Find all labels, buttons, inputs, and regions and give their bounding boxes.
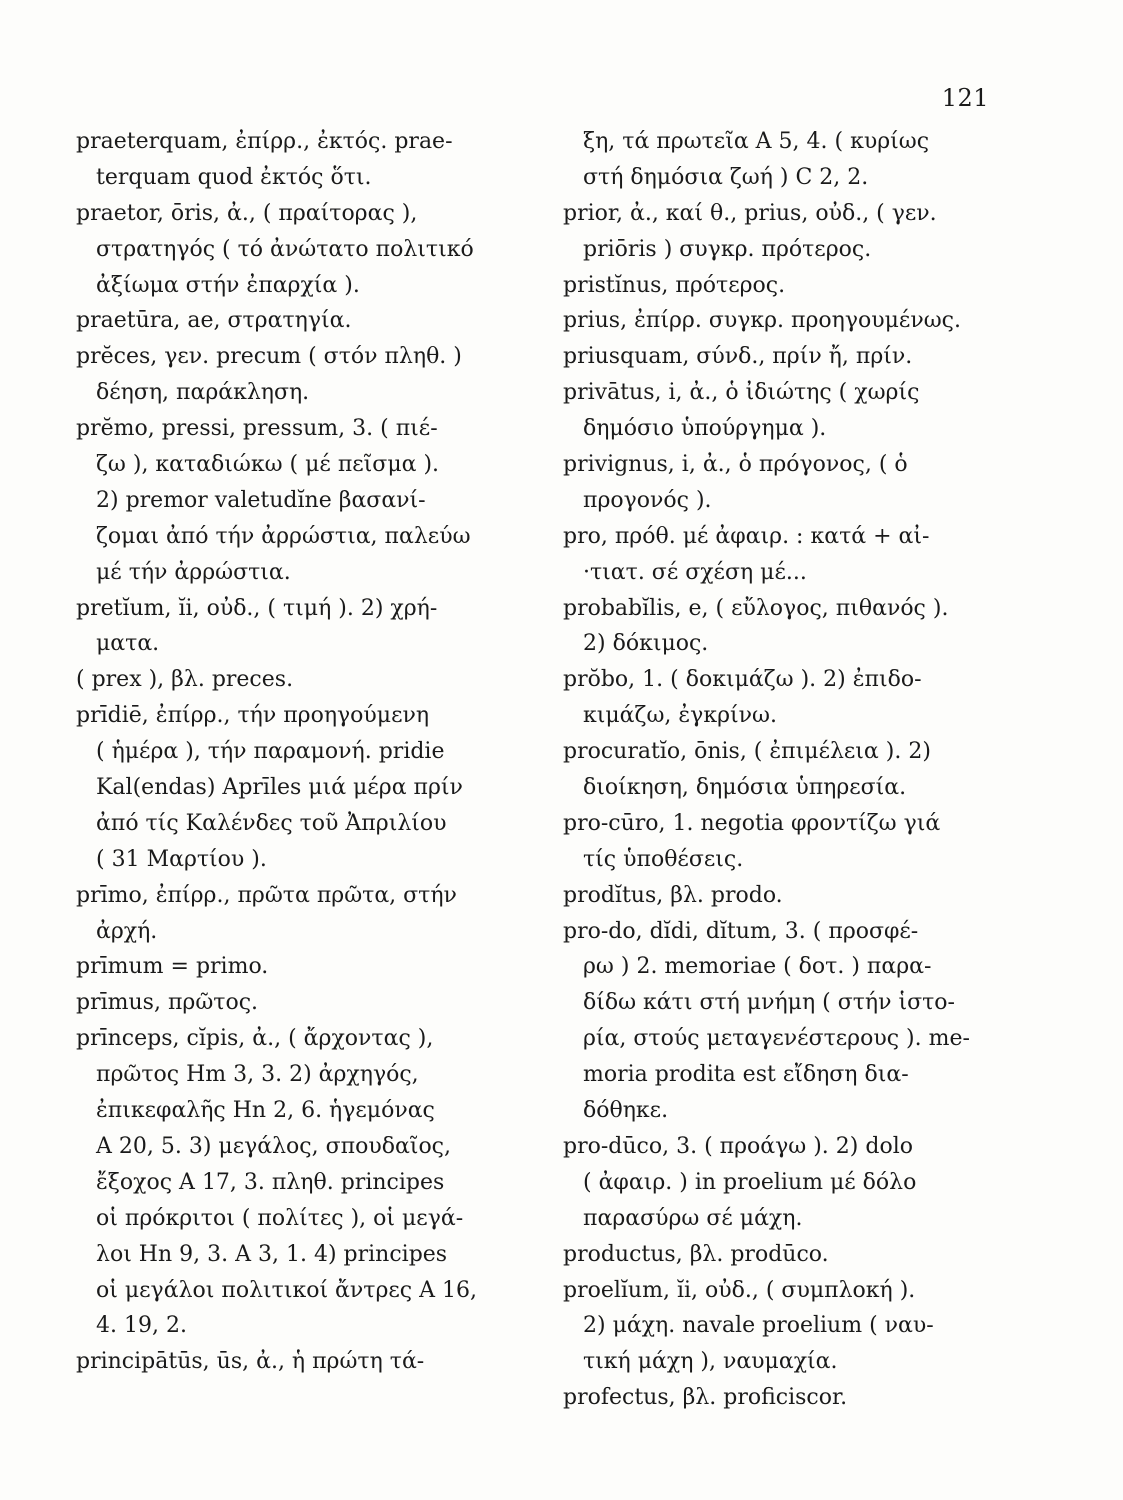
- entry-continuation-line: τίς ὑποθέσεις.: [583, 846, 744, 872]
- entry-continuation-line: ματα.: [96, 631, 160, 657]
- entry-headword-line: pro-dūco, 3. ( προάγω ). 2) dolo: [563, 1133, 913, 1159]
- entry-headword-line: probabĭlis, e, ( εὔλογος, πιθανός ).: [563, 595, 949, 621]
- entry-headword-line: privignus, i, ἀ., ὁ πρόγονος, ( ὁ: [563, 452, 908, 478]
- left-column: [76, 124, 544, 1380]
- entry-headword-line: pro-cūro, 1. negotia φροντίζω γιά: [563, 810, 941, 836]
- entry-continuation-line: δέηση, παράκληση.: [96, 380, 310, 406]
- entry-headword-line: praetūra, ae, στρατηγία.: [76, 308, 352, 334]
- entry-continuation-line: οἱ μεγάλοι πολιτικοί ἄντρες A 16,: [96, 1277, 477, 1303]
- entry-headword-line: productus, βλ. prodūco.: [563, 1241, 829, 1267]
- entry-continuation-line: ρω ) 2. memoriae ( δοτ. ) παρα-: [583, 954, 932, 980]
- entry-continuation-line: ρία, στούς μεταγενέστερους ). me-: [583, 1026, 970, 1052]
- entry-continuation-line: κιμάζω, ἐγκρίνω.: [583, 703, 777, 729]
- entry-headword-line: principātūs, ūs, ἀ., ἡ πρώτη τά-: [76, 1349, 425, 1375]
- entry-headword-line: prior, ἀ., καί θ., prius, οὐδ., ( γεν.: [563, 200, 937, 226]
- entry-headword-line: privātus, i, ἀ., ὁ ἰδιώτης ( χωρίς: [563, 380, 920, 406]
- entry-headword-line: pro, πρόθ. μέ ἀφαιρ. : κατά + αἰ-: [563, 523, 930, 549]
- entry-continuation-line: terquam quod ἐκτός ὅτι.: [96, 164, 372, 190]
- right-column: [563, 124, 1023, 1416]
- entry-headword-line: pro-do, dĭdi, dĭtum, 3. ( προσφέ-: [563, 918, 919, 944]
- entry-headword-line: proelĭum, ĭi, οὐδ., ( συμπλοκή ).: [563, 1277, 916, 1303]
- entry-continuation-line: λοι Hn 9, 3. A 3, 1. 4) principes: [96, 1241, 448, 1267]
- entry-headword-line: prĕces, γεν. precum ( στόν πληθ. ): [76, 344, 462, 370]
- entry-continuation-line: ( ἀφαιρ. ) in proelium μέ δόλο: [583, 1169, 917, 1195]
- entry-headword-line: prius, ἐπίρρ. συγκρ. προηγουμένως.: [563, 308, 961, 334]
- entry-headword-line: prīdiē, ἐπίρρ., τήν προηγούμενη: [76, 703, 430, 729]
- entry-headword-line: prīmum = primo.: [76, 954, 269, 980]
- entry-headword-line: prīmo, ἐπίρρ., πρῶτα πρῶτα, στήν: [76, 882, 457, 908]
- entry-continuation-line: A 20, 5. 3) μεγάλος, σπουδαῖος,: [96, 1133, 451, 1159]
- entry-continuation-line: ἀρχή.: [96, 918, 158, 944]
- entry-headword-line: prodĭtus, βλ. prodo.: [563, 882, 783, 908]
- entry-headword-line: prīmus, πρῶτος.: [76, 990, 259, 1016]
- entry-headword-line: prīnceps, cĭpis, ἀ., ( ἄρχοντας ),: [76, 1026, 434, 1052]
- entry-continuation-line: ( ἡμέρα ), τήν παραμονή. pridie: [96, 739, 445, 765]
- entry-continuation-line: 2) δόκιμος.: [583, 631, 709, 657]
- entry-continuation-line: ἐπικεφαλῆς Hn 2, 6. ἡγεμόνας: [96, 1098, 435, 1124]
- entry-headword-line: profectus, βλ. proficiscor.: [563, 1385, 848, 1411]
- entry-continuation-line: Kal(endas) Aprīles μιά μέρα πρίν: [96, 775, 463, 801]
- entry-continuation-line: στή δημόσια ζωή ) C 2, 2.: [583, 164, 869, 190]
- entry-continuation-line: ἀπό τίς Καλένδες τοῦ Ἀπριλίου: [96, 810, 447, 836]
- entry-continuation-line: ξη, τά πρωτεῖα A 5, 4. ( κυρίως: [583, 129, 930, 154]
- entry-continuation-line: 2) premor valetudĭne βασανί-: [96, 487, 426, 513]
- entry-headword-line: praeterquam, ἐπίρρ., ἐκτός. prae-: [76, 129, 453, 154]
- entry-continuation-line: στρατηγός ( τό ἀνώτατο πολιτικό: [96, 236, 474, 262]
- entry-continuation-line: ἔξοχος A 17, 3. πληθ. principes: [96, 1169, 445, 1195]
- entry-headword-line: praetor, ōris, ἀ., ( πραίτορας ),: [76, 200, 418, 226]
- entry-continuation-line: πρῶτος Hm 3, 3. 2) ἀρχηγός,: [96, 1062, 419, 1088]
- entry-headword-line: priusquam, σύνδ., πρίν ἤ, πρίν.: [563, 344, 913, 370]
- entry-continuation-line: ·τιατ. σέ σχέση μέ...: [583, 559, 807, 585]
- entry-headword-line: pretĭum, ĭi, οὐδ., ( τιμή ). 2) χρή-: [76, 595, 438, 621]
- entry-continuation-line: ζομαι ἀπό τήν ἀρρώστια, παλεύω: [96, 523, 471, 549]
- entry-continuation-line: 2) μάχη. navale proelium ( ναυ-: [583, 1313, 934, 1339]
- entry-continuation-line: moria prodita est εἴδηση δια-: [583, 1062, 909, 1088]
- entry-continuation-line: δόθηκε.: [583, 1098, 669, 1124]
- entry-continuation-line: διοίκηση, δημόσια ὑπηρεσία.: [583, 775, 907, 801]
- entry-continuation-line: δημόσιο ὑπούργημα ).: [583, 416, 827, 442]
- entry-headword-line: ( prex ), βλ. preces.: [76, 667, 294, 693]
- entry-continuation-line: μέ τήν ἀρρώστια.: [96, 559, 291, 585]
- entry-continuation-line: παρασύρω σέ μάχη.: [583, 1205, 803, 1231]
- entry-headword-line: prŏbo, 1. ( δοκιμάζω ). 2) ἐπιδο-: [563, 667, 922, 693]
- entry-headword-line: procuratĭo, ōnis, ( ἐπιμέλεια ). 2): [563, 739, 931, 765]
- entry-continuation-line: δίδω κάτι στή μνήμη ( στήν ἱστο-: [583, 990, 955, 1016]
- entry-headword-line: prĕmo, pressi, pressum, 3. ( πιέ-: [76, 416, 438, 442]
- entry-continuation-line: 4. 19, 2.: [96, 1313, 187, 1339]
- entry-continuation-line: προγονός ).: [583, 487, 712, 513]
- page-number: 121: [941, 84, 989, 112]
- entry-continuation-line: priōris ) συγκρ. πρότερος.: [583, 236, 872, 262]
- entry-continuation-line: ἀξίωμα στήν ἐπαρχία ).: [96, 272, 360, 298]
- entry-continuation-line: ζω ), καταδιώκω ( μέ πεῖσμα ).: [96, 452, 440, 478]
- entry-continuation-line: τική μάχη ), ναυμαχία.: [583, 1349, 838, 1375]
- entry-continuation-line: οἱ πρόκριτοι ( πολίτες ), οἱ μεγά-: [96, 1205, 464, 1231]
- entry-headword-line: pristĭnus, πρότερος.: [563, 272, 786, 298]
- entry-continuation-line: ( 31 Μαρτίου ).: [96, 846, 267, 872]
